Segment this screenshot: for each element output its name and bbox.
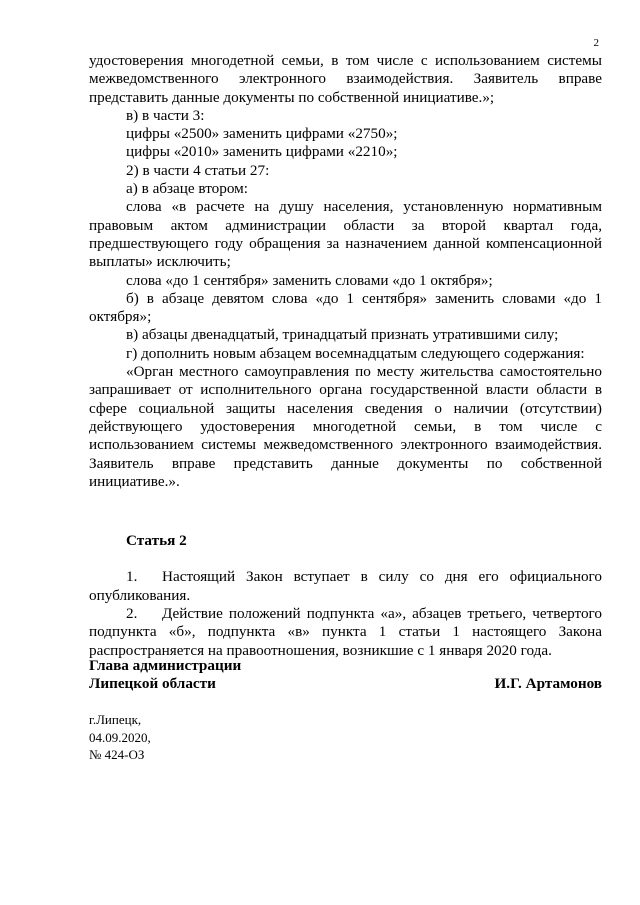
law-details xyxy=(89,711,151,764)
law-number: № 424-ОЗ xyxy=(89,747,145,762)
article-1-continuation xyxy=(89,52,602,491)
signatory-position-line-1: Глава администрации xyxy=(89,657,242,674)
paragraph: удостоверения многодетной семьи, в том числе с использованием системы межведомственного электронного взаимодействия. Заявитель вправе представить данные документы по собственной инициативе.»; xyxy=(89,52,602,106)
paragraph: цифры «2500» заменить цифрами «2750»; xyxy=(126,125,398,143)
article-2-item-1 xyxy=(89,568,602,605)
paragraph: а) в абзаце втором: xyxy=(126,180,248,198)
document-body xyxy=(89,52,602,660)
item-number: 1. xyxy=(126,568,138,586)
article-2-item-2 xyxy=(89,605,602,660)
page-number: 2 xyxy=(593,37,599,49)
paragraph: «Орган местного самоуправления по месту жительства самостоятельно запрашивает от исполнительного органа государственной власти области в сфере социальной защиты населения сведения о наличии (отсутствии) действующего удостоверения многодетной семьи, в том числе с использованием системы межведомственного электронного взаимодействия. Заявитель вправе представить данные документы по собственной инициативе.». xyxy=(89,363,602,490)
signatory-name: И.Г. Артамонов xyxy=(494,675,602,693)
date: 04.09.2020, xyxy=(89,729,151,745)
paragraph: слова «в расчете на душу населения, установленную нормативным правовым актом администрации области за второй квартал года, предшествующего году обращения за назначением данной компенсационной выплаты» исключить; xyxy=(89,198,602,271)
signature-block xyxy=(89,657,602,694)
city: г.Липецк, xyxy=(89,712,142,727)
item-number: 2. xyxy=(126,605,138,623)
paragraph: б) в абзаце девятом слова «до 1 сентября» заменить словами «до 1 октября»; xyxy=(89,289,602,326)
signatory-position-line-2: Липецкой области xyxy=(89,675,216,693)
paragraph: в) абзацы двенадцатый, тринадцатый признать утратившими силу; xyxy=(126,326,559,344)
paragraph: в) в части 3: xyxy=(126,106,205,124)
item-text: Действие положений подпункта «а», абзацев третьего, четвертого подпункта «б», подпункта «в» пункта 1 статьи 1 настоящего Закона распространяется на правоотношения, возникшие с 1 января 2020 года. xyxy=(89,605,602,659)
article-2-body xyxy=(89,568,602,659)
signature-row xyxy=(89,675,602,693)
paragraph: слова «до 1 сентября» заменить словами «до 1 октября»; xyxy=(126,271,493,289)
paragraph: г) дополнить новым абзацем восемнадцатым следующего содержания: xyxy=(126,344,585,362)
item-text: Настоящий Закон вступает в силу со дня его официального опубликования. xyxy=(89,568,602,604)
paragraph: 2) в части 4 статьи 27: xyxy=(126,161,270,179)
article-2-heading: Статья 2 xyxy=(126,532,187,550)
paragraph: цифры «2010» заменить цифрами «2210»; xyxy=(126,143,398,161)
